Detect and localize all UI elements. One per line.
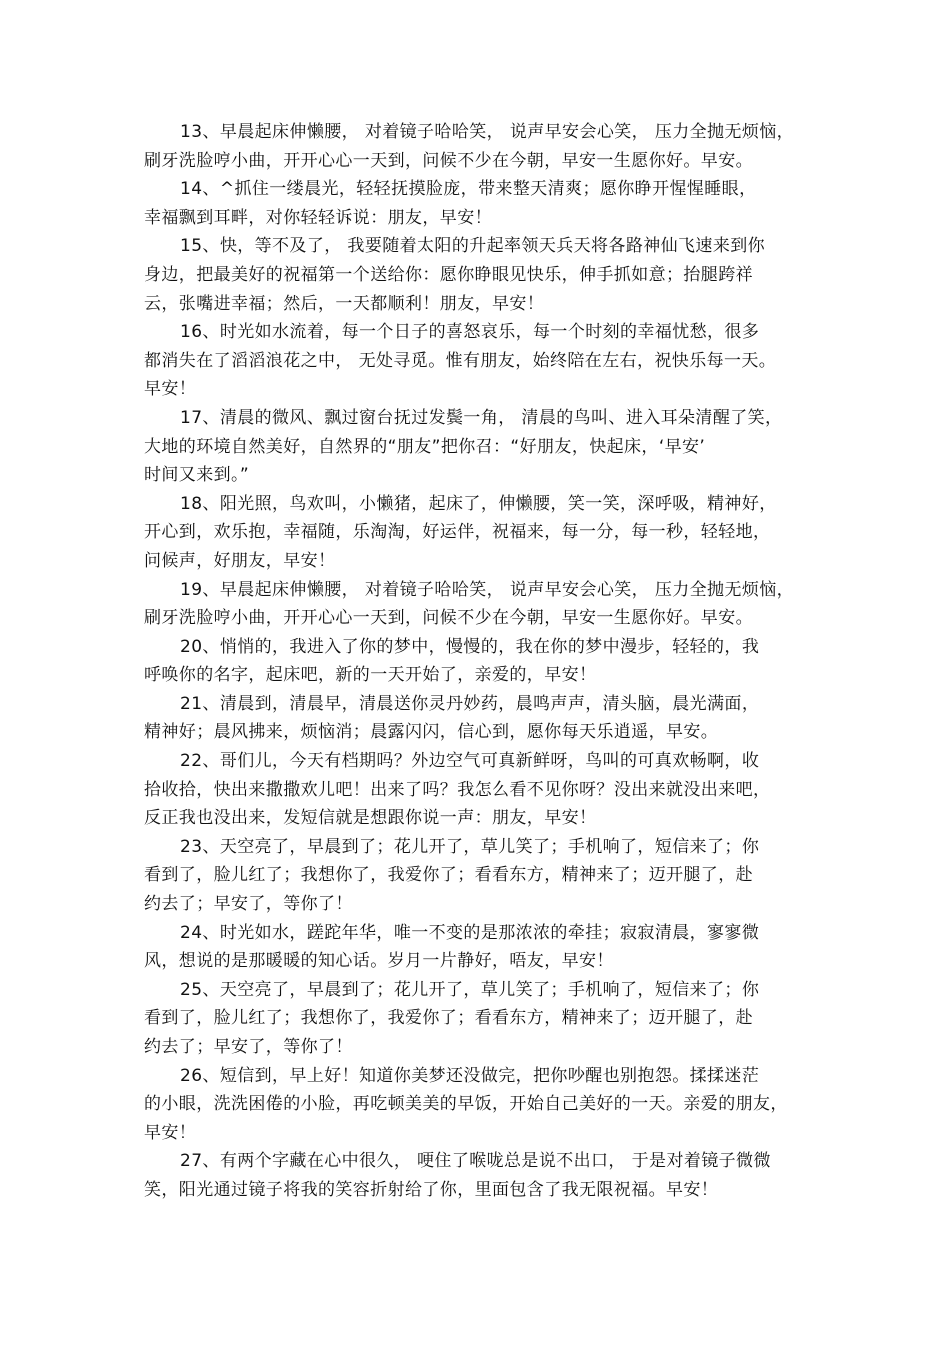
paragraph: [144, 976, 804, 1062]
text-line: 风，想说的是那暖暖的知心话。岁月一片静好，唔友，早安！: [144, 951, 614, 972]
text-line: 18、阳光照，鸟欢叫，小懒猪，起床了，伸懒腰，笑一笑，深呼吸，精神好，: [180, 493, 777, 514]
paragraph: [144, 690, 804, 747]
paragraph: [144, 490, 804, 576]
text-line: 19、早晨起床伸懒腰， 对着镜子哈哈笑， 说声早安会心笑， 压力全抛无烦恼，: [180, 579, 795, 600]
text-line: 15、快，等不及了， 我要随着太阳的升起率领天兵天将各路神仙飞速来到你: [180, 236, 766, 257]
paragraph: [144, 118, 804, 175]
text-line: 的小眼，洗洗困倦的小脸，再吃顿美美的早饭，开始自己美好的一天。亲爱的朋友，: [144, 1094, 788, 1115]
text-line: 26、短信到，早上好！知道你美梦还没做完，把你吵醒也别抱怨。揉揉迷茫: [180, 1065, 760, 1086]
text-line: 开心到，欢乐抱，幸福随，乐淘淘，好运伴，祝福来，每一分，每一秒，轻轻地，: [144, 522, 771, 543]
text-line: 都消失在了滔滔浪花之中， 无处寻觅。惟有朋友，始终陪在左右，祝快乐每一天。: [144, 350, 777, 371]
text-line: 24、时光如水，蹉跎年华，唯一不变的是那浓浓的牵挂；寂寂清晨，寥寥微: [180, 922, 760, 943]
text-line: 反正我也没出来，发短信就是想跟你说一声：朋友，早安！: [144, 808, 597, 829]
text-line: 呼唤你的名字，起床吧，新的一天开始了，亲爱的，早安！: [144, 665, 597, 686]
text-line: 约去了；早安了，等你了！: [144, 1037, 353, 1057]
text-line: 刷牙洗脸哼小曲，开开心心一天到，问候不少在今朝，早安一生愿你好。早安。: [144, 608, 753, 629]
paragraph: [144, 633, 804, 690]
paragraph: [144, 175, 804, 232]
document-body: [144, 118, 804, 1205]
text-line: 13、早晨起床伸懒腰， 对着镜子哈哈笑， 说声早安会心笑， 压力全抛无烦恼，: [180, 122, 795, 142]
paragraph: [144, 747, 804, 833]
text-line: 16、时光如水流着，每一个日子的喜怒哀乐，每一个时刻的幸福忧愁，很多: [180, 322, 760, 343]
paragraph: [144, 919, 804, 976]
text-line: 时间又来到。”: [144, 465, 250, 486]
text-line: 精神好；晨风拂来，烦恼消；晨露闪闪，信心到，愿你每天乐逍遥，早安。: [144, 722, 719, 743]
text-line: 云，张嘴进幸福；然后，一天都顺利！朋友，早安！: [144, 293, 545, 314]
text-line: 27、有两个字藏在心中很久， 哽住了喉咙总是说不出口， 于是对着镜子微微: [180, 1151, 771, 1172]
text-line: 早安！: [144, 1122, 197, 1143]
paragraph: [144, 1147, 804, 1204]
text-line: 21、清晨到，清晨早，清晨送你灵丹妙药，晨鸣声声，清头脑，晨光满面，: [180, 693, 760, 714]
paragraph: [144, 576, 804, 633]
text-line: 看到了，脸儿红了；我想你了，我爱你了；看看东方，精神来了；迈开腿了，赴: [144, 865, 753, 886]
paragraph: [144, 1062, 804, 1148]
text-line: 早安！: [144, 379, 197, 400]
text-line: 大地的环境自然美好，自然界的“朋友”把你召：“好朋友，快起床，‘早安’: [144, 436, 706, 457]
paragraph: [144, 833, 804, 919]
paragraph: [144, 404, 804, 490]
text-line: 约去了；早安了，等你了！: [144, 894, 353, 915]
paragraph: [144, 232, 804, 318]
text-line: 刷牙洗脸哼小曲，开开心心一天到，问候不少在今朝，早安一生愿你好。早安。: [144, 150, 753, 171]
text-line: 问候声，好朋友，早安！: [144, 550, 336, 571]
text-line: 看到了，脸儿红了；我想你了，我爱你了；看看东方，精神来了；迈开腿了，赴: [144, 1008, 753, 1029]
text-line: 14、^抓住一缕晨光，轻轻抚摸脸庞，带来整天清爽；愿你睁开惺惺睡眼，: [180, 179, 757, 200]
paragraph: [144, 318, 804, 404]
text-line: 幸福飘到耳畔，对你轻轻诉说：朋友，早安！: [144, 207, 492, 228]
text-line: 拾收拾，快出来撒撒欢儿吧！出来了吗？我怎么看不见你呀？没出来就没出来吧，: [144, 779, 771, 800]
text-line: 身边，把最美好的祝福第一个送给你：愿你睁眼见快乐，伸手抓如意；抬腿跨祥: [144, 264, 753, 285]
text-line: 20、悄悄的，我进入了你的梦中，慢慢的，我在你的梦中漫步，轻轻的，我: [180, 636, 760, 657]
text-line: 笑，阳光通过镜子将我的笑容折射给了你，里面包含了我无限祝福。早安！: [144, 1179, 719, 1200]
text-line: 22、哥们儿，今天有档期吗？外边空气可真新鲜呀，鸟叫的可真欢畅啊，收: [180, 751, 760, 772]
text-line: 17、清晨的微风、飘过窗台抚过发鬓一角， 清晨的鸟叫、进入耳朵清醒了笑，: [180, 407, 783, 428]
text-line: 23、天空亮了，早晨到了；花儿开了，草儿笑了；手机响了，短信来了；你: [180, 836, 760, 857]
text-line: 25、天空亮了，早晨到了；花儿开了，草儿笑了；手机响了，短信来了；你: [180, 979, 760, 1000]
